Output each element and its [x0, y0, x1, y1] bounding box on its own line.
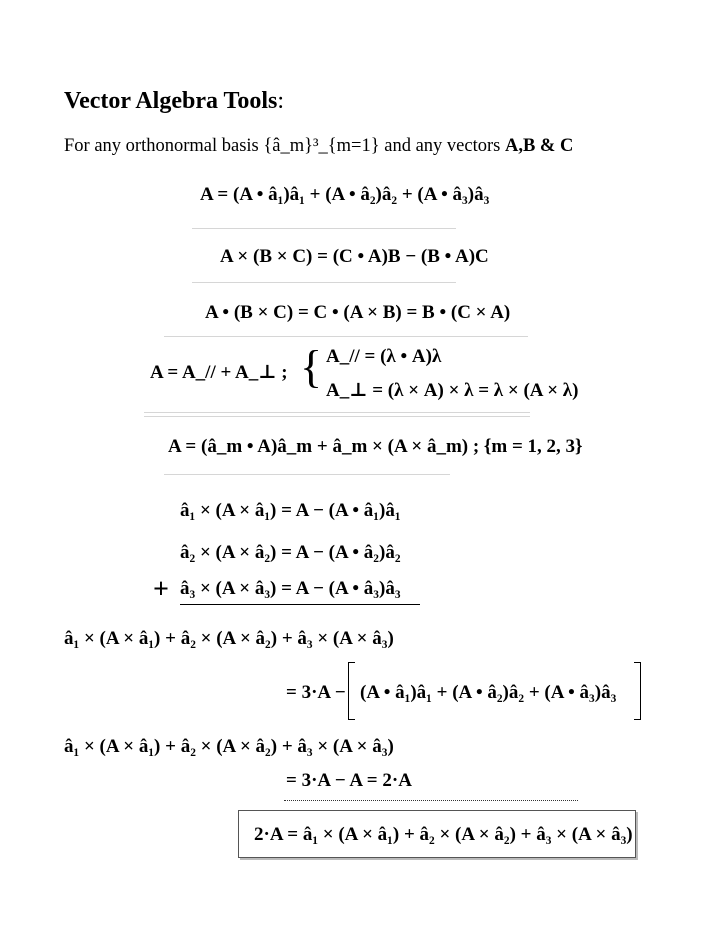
intro-line [64, 136, 573, 157]
equation-sum-lhs-repeat: â₁ × (A × â₁) + â₂ × (A × â₂) + â₃ × (A × â₃) [64, 736, 394, 757]
equation-parallel: A_// = (λ • A)λ [326, 346, 442, 367]
left-bracket [348, 662, 355, 720]
basis-notation: {â_m}³_{m=1} [263, 136, 380, 156]
equation-simplified: = 3·A − A = 2·A [286, 770, 412, 791]
vectors-list: A,B & C [504, 136, 574, 156]
divider [164, 336, 528, 337]
equation-triple-product: A • (B × C) = C • (A × B) = B • (C × A) [205, 302, 511, 323]
dotted-divider [284, 800, 578, 801]
double-divider-bottom [144, 416, 530, 417]
equation-sum-rhs: = 3·A − [286, 682, 346, 703]
divider [192, 228, 456, 229]
equation-decomposition: A = (A • â₁)â₁ + (A • â₂)â₂ + (A • â₃)â₃ [200, 184, 490, 205]
double-divider-top [144, 412, 530, 413]
divider [192, 282, 456, 283]
left-brace: { [300, 341, 323, 392]
sum-underline [180, 604, 420, 605]
equation-sum-lhs: â₁ × (A × â₁) + â₂ × (A × â₂) + â₃ × (A × â₃) [64, 628, 394, 649]
equation-basis-2: â₂ × (A × â₂) = A − (A • â₂)â₂ [180, 542, 401, 563]
intro-before: For any orthonormal basis [64, 136, 259, 156]
plus-sign: + [153, 574, 169, 605]
equation-final-result: 2·A = â₁ × (A × â₁) + â₂ × (A × â₂) + â₃ × (A × â₃) [254, 824, 633, 845]
equation-perpendicular: A_⊥ = (λ × A) × λ = λ × (A × λ) [326, 380, 579, 401]
intro-middle: and any vectors [384, 136, 501, 156]
equation-bac-cab: A × (B × C) = (C • A)B − (B • A)C [220, 246, 489, 267]
equation-basis-1: â₁ × (A × â₁) = A − (A • â₁)â₁ [180, 500, 401, 521]
right-bracket [634, 662, 641, 720]
equation-split: A = A_// + A_⊥ ; [150, 362, 288, 383]
equation-general-m: A = (â_m • A)â_m + â_m × (A × â_m) ; {m = 1, 2, 3} [168, 436, 583, 457]
page-title: Vector Algebra Tools: [64, 88, 285, 114]
equation-bracket-content: (A • â₁)â₁ + (A • â₂)â₂ + (A • â₃)â₃ [360, 682, 617, 703]
divider [164, 474, 450, 475]
equation-basis-3: â₃ × (A × â₃) = A − (A • â₃)â₃ [180, 578, 401, 599]
